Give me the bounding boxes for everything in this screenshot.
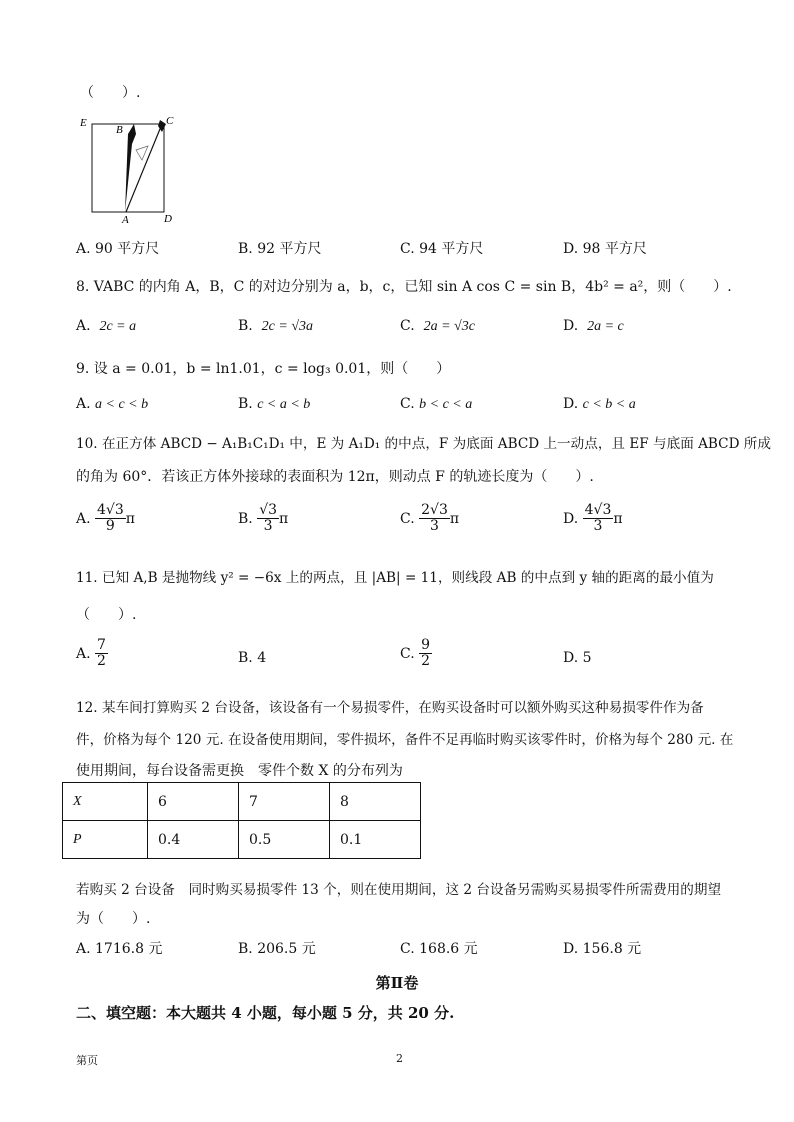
q9-option-a[interactable]: A. a < c < b [76, 396, 149, 412]
q7-option-a[interactable]: A. 90 平方尺 [76, 241, 160, 257]
q11-option-c[interactable]: C. $\frac{9}{2}$ [400, 637, 431, 670]
fig-label-D: D [164, 213, 172, 225]
q12-option-a[interactable]: A. 1716.8 元 [76, 941, 163, 957]
table-cell: 0.5 [239, 821, 330, 859]
q7-option-c[interactable]: C. 94 平方尺 [400, 241, 484, 257]
q8-option-d[interactable]: D. 2a = c [563, 318, 624, 334]
q11-line-1: 11. 已知 A,B 是抛物线 y² = −6x 上的两点，且 |AB| = 11，则线段 AB 的中点到 y 轴的距离的最小值为 [76, 570, 714, 586]
q8-stem: 8. VABC 的内角 A，B，C 的对边分别为 a，b，c，已知 sin A cos C = sin B，4b² = a²，则（ ）. [76, 279, 732, 295]
fig-label-E: E [80, 117, 87, 129]
table-cell: 0.1 [330, 821, 421, 859]
table-cell: 0.4 [148, 821, 239, 859]
q7-figure [76, 110, 186, 225]
q10-line-2: 的角为 60°．若该正方体外接球的表面积为 12π，则动点 F 的轨迹长度为（ ）. [76, 469, 594, 485]
table-row [63, 821, 421, 859]
table-cell: 7 [239, 783, 330, 821]
q11-option-a[interactable]: A. $\frac{7}{2}$ [76, 637, 106, 670]
q7-option-d[interactable]: D. 98 平方尺 [563, 241, 647, 257]
fig-label-C: C [166, 115, 174, 127]
table-cell: X [63, 783, 148, 821]
q9-option-b[interactable]: B. c < a < b [238, 396, 311, 412]
q8-option-b[interactable]: B. 2c = √3a [238, 318, 314, 334]
q7-option-b[interactable]: B. 92 平方尺 [238, 241, 322, 257]
table-cell: 6 [148, 783, 239, 821]
fig-label-A: A [122, 214, 129, 225]
fig-label-B: B [116, 124, 123, 136]
q7-paren: （ ）. [80, 85, 141, 101]
q9-stem: 9. 设 a = 0.01，b = ln1.01，c = log₃ 0.01，则（ ） [76, 361, 451, 377]
q12-option-d[interactable]: D. 156.8 元 [563, 941, 642, 957]
q10-line-1: 10. 在正方体 ABCD − A₁B₁C₁D₁ 中，E 为 A₁D₁ 的中点，F 为底面 ABCD 上一动点，且 EF 与底面 ABCD 所成 [76, 436, 771, 452]
table-cell: P [63, 821, 148, 859]
q8-option-a[interactable]: A. 2c = a [76, 318, 137, 334]
q10-option-d[interactable]: D. $\frac{4√3}{3}$ π [563, 502, 623, 535]
q9-option-c[interactable]: C. b < c < a [400, 396, 473, 412]
page-number: 2 [396, 1052, 403, 1065]
q12-line-2: 件，价格为每个 120 元. 在设备使用期间，零件损坏，备件不足再临时购买该零件时，价格为每个 280 元. 在 [76, 732, 734, 748]
q12-line-4: 若购买 2 台设备 同时购买易损零件 13 个，则在使用期间，这 2 台设备另需购买易损零件所需费用的期望 [76, 882, 722, 898]
q12-option-c[interactable]: C. 168.6 元 [400, 941, 478, 957]
q10-option-c[interactable]: C. $\frac{2√3}{3}$ π [400, 502, 460, 535]
table-row [63, 783, 421, 821]
q12-option-b[interactable]: B. 206.5 元 [238, 941, 316, 957]
section-title: 第Ⅱ卷 [375, 974, 419, 992]
q11-option-d[interactable]: D. 5 [563, 650, 592, 666]
q11-option-b[interactable]: B. 4 [238, 650, 267, 666]
q12-line-3: 使用期间，每台设备需更换 零件个数 X 的分布列为 [76, 763, 403, 779]
q10-option-b[interactable]: B. $\frac{√3}{3}$ π [238, 502, 289, 535]
q9-option-d[interactable]: D. c < b < a [563, 396, 636, 412]
table-cell: 8 [330, 783, 421, 821]
q10-option-a[interactable]: A. $\frac{4√3}{9}$ π [76, 502, 135, 535]
section-heading: 二、填空题：本大题共 4 小题，每小题 5 分，共 20 分. [76, 1004, 455, 1022]
q8-option-c[interactable]: C. 2a = √3c [400, 318, 475, 334]
q12-line-5: 为（ ）. [76, 911, 151, 927]
distribution-table [62, 782, 421, 859]
footer-label: 第页 [76, 1054, 98, 1067]
q11-line-2: （ ）. [76, 607, 137, 623]
q12-line-1: 12. 某车间打算购买 2 台设备，该设备有一个易损零件，在购买设备时可以额外购买这种易损零件作为备 [76, 700, 704, 716]
